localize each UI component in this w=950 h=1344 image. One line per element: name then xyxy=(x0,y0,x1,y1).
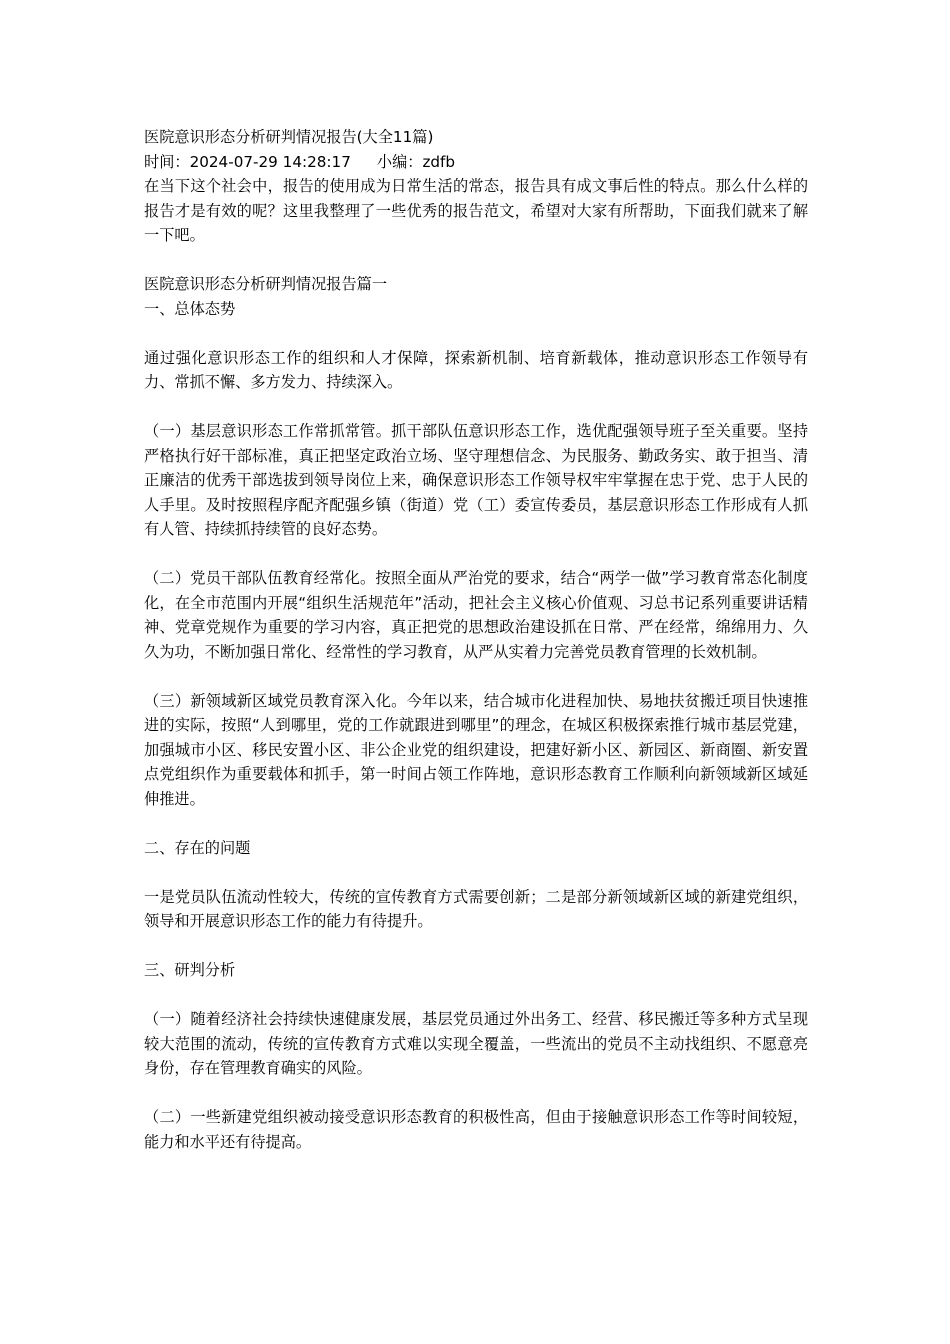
paragraph-1: 通过强化意识形态工作的组织和人才保障，探索新机制、培育新载体，推动意识形态工作领导有力、常抓不懈、多方发力、持续深入。 xyxy=(144,348,808,391)
heading-problems: 二、存在的问题 xyxy=(144,838,251,857)
section-title: 医院意识形态分析研判情况报告篇一 xyxy=(144,275,387,293)
time-label: 时间： xyxy=(144,152,190,171)
document-body xyxy=(144,125,808,1154)
paragraph-2: （一）基层意识形态工作常抓常管。抓干部队伍意识形态工作，选优配强领导班子至关重要。坚持严格执行好干部标准，真正把坚定政治立场、坚守理想信念、为民服务、勤政务实、敢于担当、清正廉洁的优秀干部选拔到领导岗位上来，确保意识形态工作领导权牢牢掌握在忠于党、忠于人民的人手里。及时按照程序配齐配强乡镇（街道）党（工）委宣传委员，基层意识形态工作形成有人抓有人管、持续抓持续管的良好态势。 xyxy=(144,422,808,538)
time-value: 2024-07-29 14:28:17 xyxy=(189,152,351,171)
editor-value: zdfb xyxy=(422,152,456,171)
editor-label: 小编： xyxy=(376,152,423,171)
heading-overall: 一、总体态势 xyxy=(144,299,236,318)
document-meta xyxy=(144,150,808,175)
paragraph-5: 一是党员队伍流动性较大，传统的宣传教育方式需要创新；二是部分新领域新区域的新建党组织，领导和开展意识形态工作的能力有待提升。 xyxy=(144,887,808,930)
paragraph-3: （二）党员干部队伍教育经常化。按照全面从严治党的要求，结合“两学一做”学习教育常态化制度化，在全市范围内开展“组织生活规范年”活动，把社会主义核心价值观、习总书记系列重要讲话精神、党章党规作为重要的学习内容，真正把党的思想政治建设抓在日常、严在经常，绵绵用力、久久为功，不断加强日常化、经常性的学习教育，从严从实着力完善党员教育管理的长效机制。 xyxy=(144,569,808,661)
intro-paragraph: 在当下这个社会中，报告的使用成为日常生活的常态，报告具有成文事后性的特点。那么什么样的报告才是有效的呢？这里我整理了一些优秀的报告范文，希望对大家有所帮助，下面我们就来了解一下吧。 xyxy=(144,177,808,244)
paragraph-6: （一）随着经济社会持续快速健康发展，基层党员通过外出务工、经营、移民搬迁等多种方式呈现较大范围的流动，传统的宣传教育方式难以实现全覆盖，一些流出的党员不主动找组织、不愿意亮身份，存在管理教育确实的风险。 xyxy=(144,1010,808,1077)
document-title: 医院意识形态分析研判情况报告(大全11篇) xyxy=(144,128,434,146)
heading-analysis: 三、研判分析 xyxy=(144,961,236,979)
paragraph-7: （二）一些新建党组织被动接受意识形态教育的积极性高，但由于接触意识形态工作等时间较短，能力和水平还有待提高。 xyxy=(144,1108,808,1151)
paragraph-4: （三）新领域新区域党员教育深入化。今年以来，结合城市化进程加快、易地扶贫搬迁项目快速推进的实际，按照“人到哪里，党的工作就跟进到哪里”的理念，在城区积极探索推行城市基层党建，加强城市小区、移民安置小区、非公企业党的组织建设，把建好新小区、新园区、新商圈、新安置点党组织作为重要载体和抓手，第一时间占领工作阵地，意识形态教育工作顺利向新领域新区域延伸推进。 xyxy=(144,691,808,808)
